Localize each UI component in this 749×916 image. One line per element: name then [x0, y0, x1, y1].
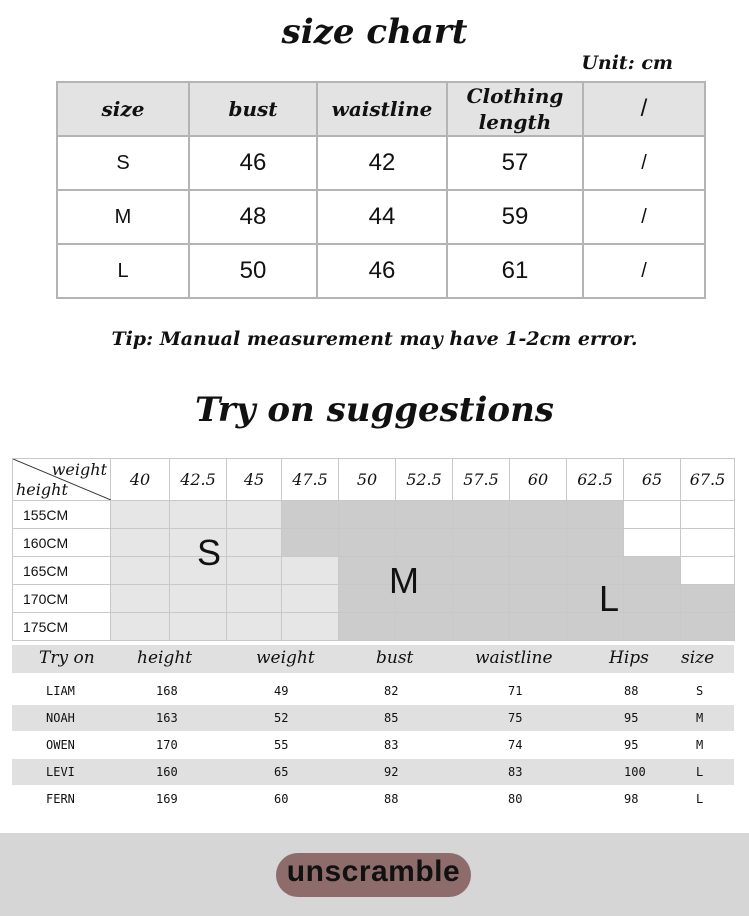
- grid-cell-m: [567, 529, 624, 557]
- grid-cell-m: [453, 613, 510, 641]
- grid-row: [13, 557, 735, 585]
- grid-cell-s: [282, 585, 339, 613]
- grid-cell-s: [282, 557, 339, 585]
- size-row: [57, 190, 705, 244]
- model-height: 163: [156, 711, 178, 725]
- zone-label-m: M: [389, 560, 419, 601]
- header-bust: bust: [376, 648, 414, 668]
- grid-row: [13, 501, 735, 529]
- size-cell: M: [57, 190, 189, 244]
- grid-cell-s: [111, 557, 170, 585]
- grid-cell-s: [227, 585, 282, 613]
- grid-cell-m: [339, 613, 396, 641]
- model-bust: 82: [384, 684, 399, 698]
- grid-cell-s: [170, 501, 227, 529]
- grid-cell-m: [510, 501, 567, 529]
- model-bust: 85: [384, 711, 399, 725]
- model-height: 168: [156, 684, 178, 698]
- model-hips: 98: [624, 792, 639, 806]
- model-name: LEVI: [46, 765, 75, 779]
- grid-cell-m: [453, 501, 510, 529]
- model-weight: 60: [274, 792, 289, 806]
- header-cell: size: [57, 82, 189, 136]
- model-size: M: [696, 738, 704, 752]
- model-name: FERN: [46, 792, 75, 806]
- model-hips: 88: [624, 684, 639, 698]
- model-row: [12, 786, 734, 812]
- grid-cell-w: [681, 529, 735, 557]
- height-label-cell: 165CM: [13, 557, 111, 585]
- grid-cell-m: [396, 501, 453, 529]
- model-height: 170: [156, 738, 178, 752]
- model-waistline: 80: [508, 792, 523, 806]
- grid-cell-m: [282, 501, 339, 529]
- grid-cell-m: [567, 501, 624, 529]
- weight-axis-label: weight: [51, 460, 107, 479]
- size-chart-header-row: [57, 82, 705, 136]
- model-weight: 55: [274, 738, 289, 752]
- weight-header-cell: 52.5: [396, 459, 453, 501]
- zone-label-l: L: [599, 578, 620, 619]
- grid-row: [13, 529, 735, 557]
- model-name: LIAM: [46, 684, 75, 698]
- measurement-tip: Tip: Manual measurement may have 1-2cm error.: [111, 328, 638, 350]
- grid-cell-s: [170, 585, 227, 613]
- try-on-title: Try on suggestions: [195, 390, 554, 430]
- grid-cell-m: [453, 529, 510, 557]
- grid-cell-s: [282, 613, 339, 641]
- weight-header-cell: 57.5: [453, 459, 510, 501]
- model-waistline: 74: [508, 738, 523, 752]
- grid-cell-m: [396, 613, 453, 641]
- header-weight: weight: [256, 648, 315, 668]
- weight-header-cell: 62.5: [567, 459, 624, 501]
- grid-cell-m: [396, 529, 453, 557]
- header-waistline: waistline: [475, 648, 553, 668]
- grid-row: [13, 585, 735, 613]
- model-hips: 95: [624, 738, 639, 752]
- slash-cell: /: [583, 190, 705, 244]
- grid-header-row: [13, 459, 735, 501]
- model-waistline: 83: [508, 765, 523, 779]
- weight-header-cell: 40: [111, 459, 170, 501]
- grid-cell-s: [170, 613, 227, 641]
- grid-cell-m: [453, 557, 510, 585]
- model-weight: 52: [274, 711, 289, 725]
- size-chart-table: [56, 81, 706, 299]
- grid-cell-m: [510, 557, 567, 585]
- unscramble-badge-text: unscramble: [286, 855, 461, 888]
- header-hips: Hips: [609, 648, 649, 668]
- model-name: NOAH: [46, 711, 75, 725]
- length-cell: 59: [447, 190, 583, 244]
- slash-cell: /: [583, 244, 705, 298]
- zone-label-s: S: [197, 532, 222, 573]
- model-name: OWEN: [46, 738, 75, 752]
- size-cell: L: [57, 244, 189, 298]
- grid-cell-s: [111, 529, 170, 557]
- model-bust: 88: [384, 792, 399, 806]
- grid-row: [13, 613, 735, 641]
- grid-cell-m: [624, 557, 681, 585]
- height-label-cell: 170CM: [13, 585, 111, 613]
- model-waistline: 71: [508, 684, 523, 698]
- model-header-row: [12, 645, 734, 673]
- bust-cell: 48: [189, 190, 317, 244]
- grid-cell-w: [681, 557, 735, 585]
- header-height: height: [137, 648, 193, 668]
- grid-cell-s: [227, 557, 282, 585]
- height-label-cell: 160CM: [13, 529, 111, 557]
- model-height: 160: [156, 765, 178, 779]
- weight-header-cell: 42.5: [170, 459, 227, 501]
- header-cell: waistline: [317, 82, 447, 136]
- model-row: [12, 759, 734, 785]
- slash-cell: /: [583, 136, 705, 190]
- size-row: [57, 244, 705, 298]
- grid-cell-s: [111, 585, 170, 613]
- grid-cell-m: [681, 585, 735, 613]
- grid-cell-w: [624, 529, 681, 557]
- weight-header-cell: 65: [624, 459, 681, 501]
- grid-cell-m: [624, 613, 681, 641]
- grid-cell-m: [453, 585, 510, 613]
- height-axis-label: height: [16, 480, 68, 499]
- weight-header-cell: 47.5: [282, 459, 339, 501]
- header-try-on: Try on: [39, 648, 95, 668]
- grid-cell-m: [624, 585, 681, 613]
- grid-cell-m: [510, 613, 567, 641]
- bust-cell: 46: [189, 136, 317, 190]
- weight-header-cell: 60: [510, 459, 567, 501]
- grid-cell-m: [339, 501, 396, 529]
- grid-cell-m: [282, 529, 339, 557]
- grid-cell-m: [510, 529, 567, 557]
- model-hips: 100: [624, 765, 646, 779]
- model-size: S: [696, 684, 704, 698]
- model-size: M: [696, 711, 704, 725]
- waistline-cell: 46: [317, 244, 447, 298]
- grid-cell-s: [227, 613, 282, 641]
- length-cell: 61: [447, 244, 583, 298]
- grid-cell-w: [624, 501, 681, 529]
- size-row: [57, 136, 705, 190]
- model-weight: 65: [274, 765, 289, 779]
- model-size: L: [696, 765, 704, 779]
- model-row: [12, 678, 734, 704]
- header-size: size: [681, 648, 715, 668]
- grid-cell-m: [510, 585, 567, 613]
- grid-cell-s: [227, 501, 282, 529]
- grid-cell-w: [681, 501, 735, 529]
- unit-label: Unit: cm: [581, 52, 673, 74]
- waistline-cell: 42: [317, 136, 447, 190]
- height-label-cell: 175CM: [13, 613, 111, 641]
- model-hips: 95: [624, 711, 639, 725]
- weight-header-cell: 67.5: [681, 459, 735, 501]
- length-cell: 57: [447, 136, 583, 190]
- grid-cell-m: [339, 585, 396, 613]
- grid-cell-s: [111, 613, 170, 641]
- model-size: L: [696, 792, 704, 806]
- grid-corner-cell: [13, 459, 111, 501]
- grid-cell-s: [111, 501, 170, 529]
- model-height: 169: [156, 792, 178, 806]
- size-cell: S: [57, 136, 189, 190]
- header-cell: Clothing length: [447, 82, 583, 136]
- grid-cell-s: [227, 529, 282, 557]
- model-row: [12, 732, 734, 758]
- model-row: [12, 705, 734, 731]
- model-bust: 83: [384, 738, 399, 752]
- model-bust: 92: [384, 765, 399, 779]
- header-cell: bust: [189, 82, 317, 136]
- grid-cell-m: [681, 613, 735, 641]
- bust-cell: 50: [189, 244, 317, 298]
- waistline-cell: 44: [317, 190, 447, 244]
- size-chart-title: size chart: [281, 12, 468, 52]
- model-weight: 49: [274, 684, 289, 698]
- weight-header-cell: 50: [339, 459, 396, 501]
- header-cell: /: [583, 82, 705, 136]
- height-label-cell: 155CM: [13, 501, 111, 529]
- model-waistline: 75: [508, 711, 523, 725]
- grid-cell-m: [339, 529, 396, 557]
- weight-header-cell: 45: [227, 459, 282, 501]
- grid-cell-m: [339, 557, 396, 585]
- try-on-grid: [12, 458, 735, 641]
